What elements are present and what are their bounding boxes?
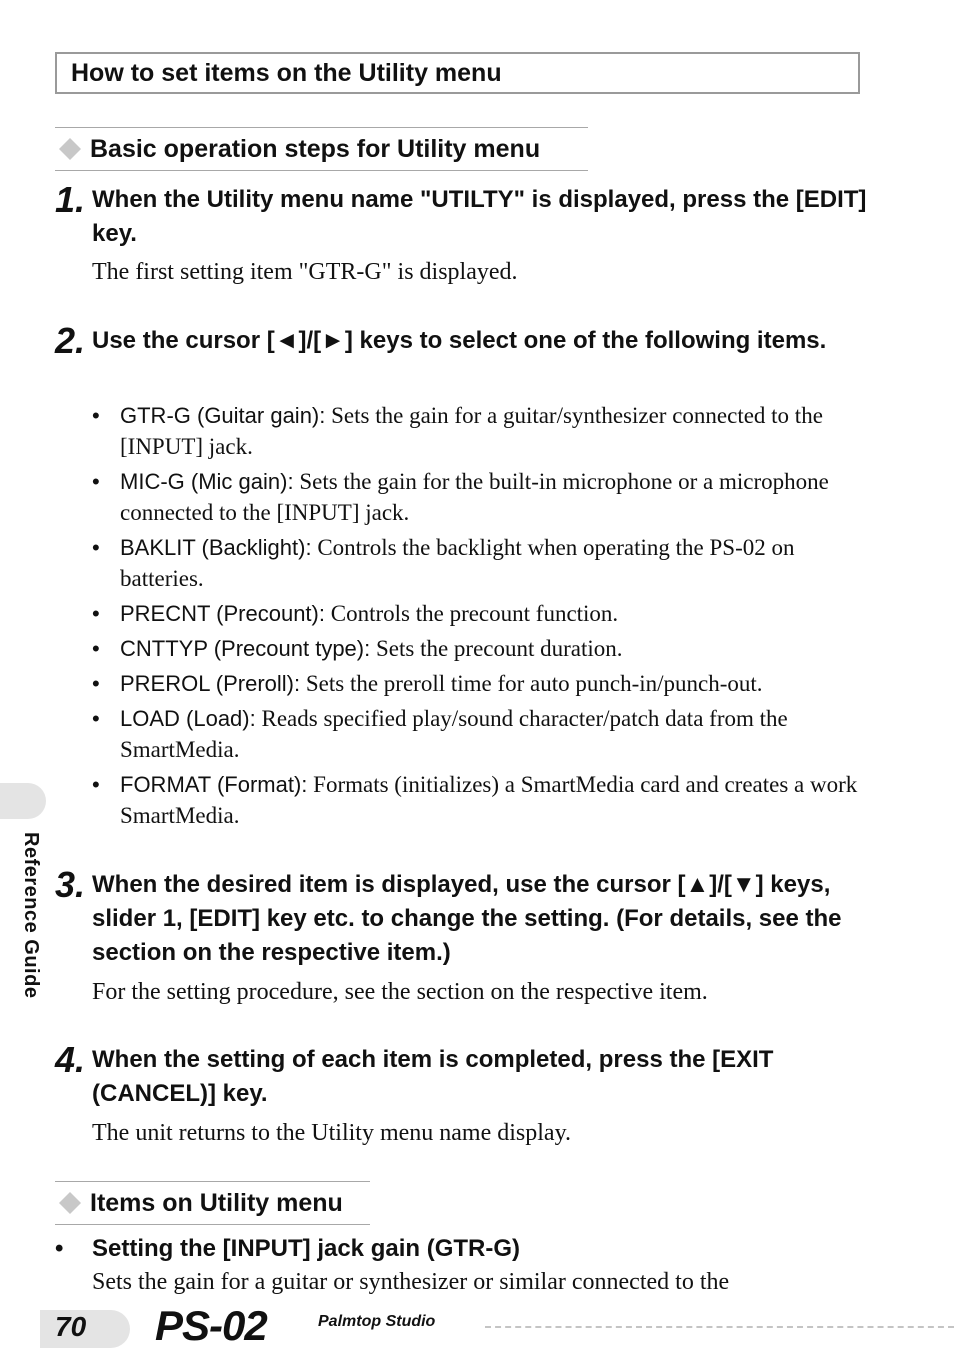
setting-item-body: Sets the gain for a guitar or synthesizer or similar connected to the (92, 1269, 730, 1295)
step-number: 1. (55, 179, 86, 220)
page-title: How to set items on the Utility menu (71, 59, 502, 87)
step-heading: When the setting of each item is completed, press the [EXIT (CANCEL)] key. (92, 1046, 774, 1107)
step-body: The first setting item "GTR-G" is displayed. (92, 259, 518, 285)
list-item: • PRECNT (Precount): Controls the precount function. (92, 601, 619, 626)
step-body: For the setting procedure, see the section on the respective item. (92, 979, 708, 1005)
step-heading: When the desired item is displayed, use the cursor [▲]/[▼] keys, slider 1, [EDIT] key etc. to change the setting. (For details, see the section on the respective item.) (92, 871, 842, 966)
list-item: • BAKLIT (Backlight): Controls the backlight when operating the PS-02 on batteries. (92, 535, 795, 591)
list-item: • MIC-G (Mic gain): Sets the gain for the built-in microphone or a microphone connected to the [INPUT] jack. (92, 469, 829, 525)
diamond-bullet-icon (57, 136, 83, 162)
section-heading-text: Items on Utility menu (90, 1188, 343, 1217)
setting-item-heading: Setting the [INPUT] jack gain (GTR-G) (92, 1235, 521, 1262)
step-heading: When the Utility menu name "UTILTY" is displayed, press the [EDIT] key. (92, 186, 867, 247)
list-item: • LOAD (Load): Reads specified play/sound character/patch data from the SmartMedia. (92, 706, 788, 762)
setting-item: • Setting the [INPUT] jack gain (GTR-G) Sets the gain for a guitar or synthesizer or similar connected to the (55, 1232, 875, 1298)
page-number: 70 (55, 1311, 87, 1342)
footer-divider (485, 1326, 954, 1328)
list-item: • CNTTYP (Precount type): Sets the precount duration. (92, 636, 623, 661)
section-heading-items (55, 1181, 370, 1225)
side-section-label: Reference Guide (20, 832, 42, 999)
list-item: • GTR-G (Guitar gain): Sets the gain for a guitar/synthesizer connected to the [INPUT] jack. (92, 403, 823, 459)
step-body: The unit returns to the Utility menu name display. (92, 1120, 572, 1146)
section-heading-basic-steps (55, 127, 588, 171)
utility-items-list (92, 400, 867, 835)
section-heading-text: Basic operation steps for Utility menu (90, 134, 541, 163)
step-number: 4. (55, 1039, 86, 1080)
side-tab-marker (0, 783, 46, 819)
list-item: • FORMAT (Format): Formats (initializes) a SmartMedia card and creates a work SmartMedia. (92, 772, 858, 828)
brand-logo: PS-02 (155, 1302, 267, 1349)
step-number: 3. (55, 864, 86, 905)
page-title-box (55, 52, 860, 94)
step-number: 2. (55, 320, 86, 361)
diamond-bullet-icon (57, 1190, 83, 1216)
list-item: • PREROL (Preroll): Sets the preroll time for auto punch-in/punch-out. (92, 671, 763, 696)
step-heading: Use the cursor [◄]/[►] keys to select one of the following items. (92, 327, 827, 354)
brand-subtitle: Palmtop Studio (318, 1313, 436, 1330)
